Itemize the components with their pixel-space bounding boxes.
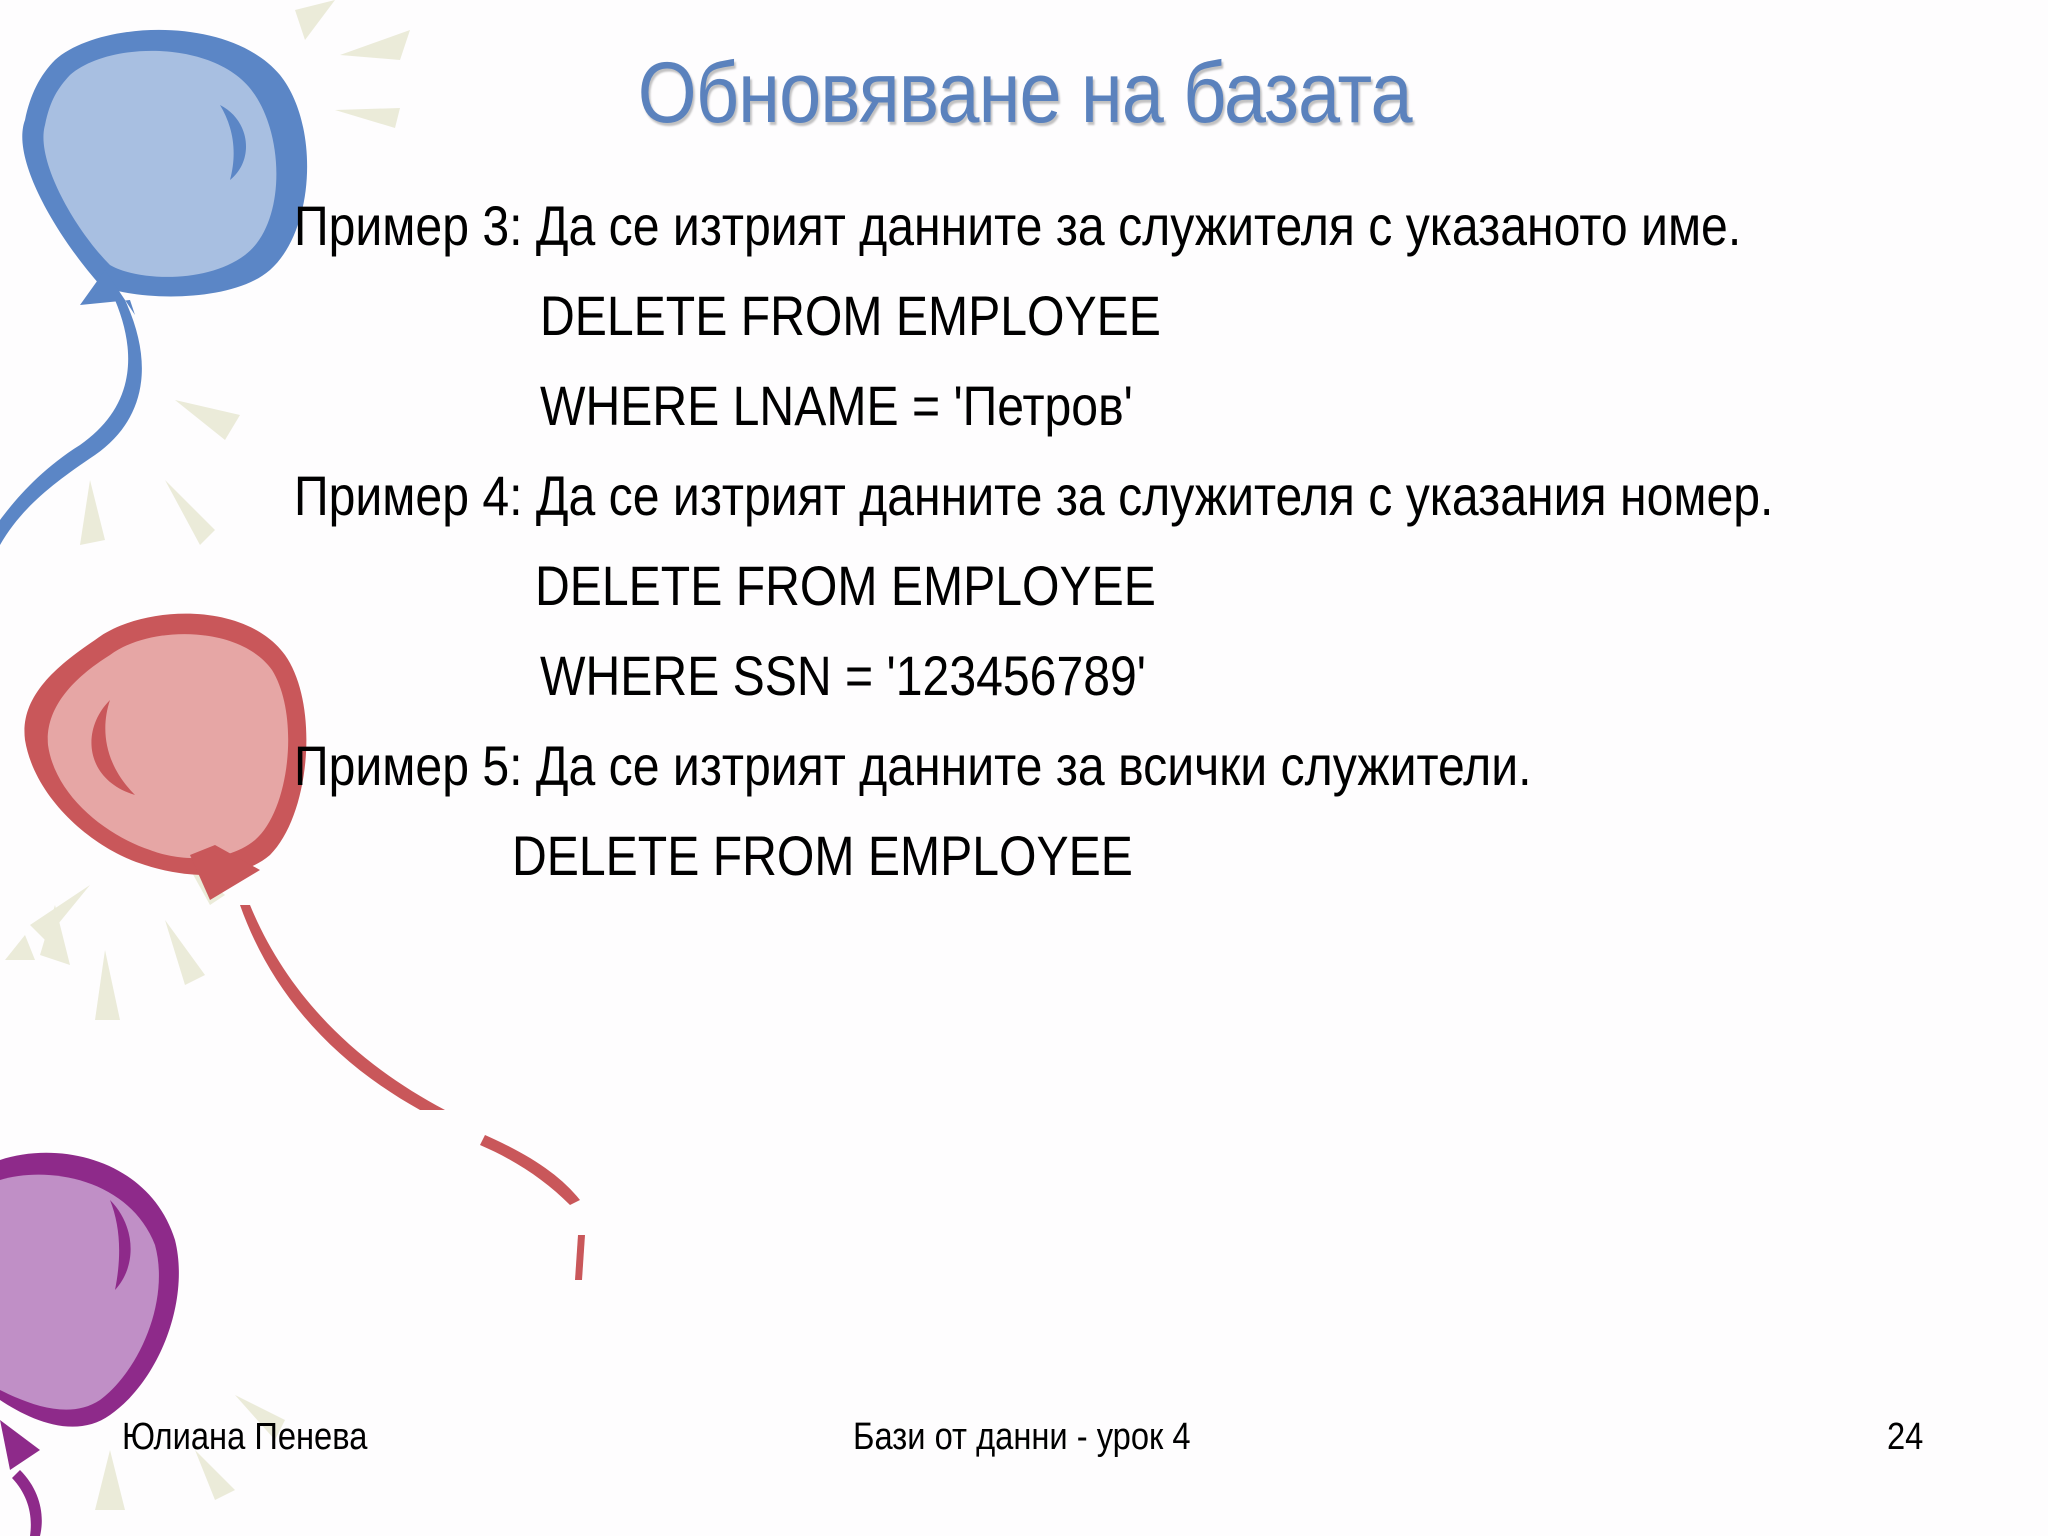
example-4-text: Пример 4: Да се изтрият данните за служителя с указания номер. bbox=[294, 464, 1774, 527]
slide-title: Обновяване на базата bbox=[637, 45, 1412, 141]
example-4-sql-where: WHERE SSN = '123456789' bbox=[540, 644, 1147, 707]
footer-course: Бази от данни - урок 4 bbox=[853, 1416, 1191, 1458]
example-3-text: Пример 3: Да се изтрият данните за служителя с указаното име. bbox=[294, 194, 1742, 257]
example-3-sql-where: WHERE LNAME = 'Петров' bbox=[540, 374, 1133, 437]
example-3-sql-delete: DELETE FROM EMPLOYEE bbox=[540, 284, 1161, 347]
example-5-text: Пример 5: Да се изтрият данните за всички служители. bbox=[294, 734, 1532, 797]
example-5-sql-delete: DELETE FROM EMPLOYEE bbox=[512, 824, 1133, 887]
footer-author: Юлиана Пенева bbox=[122, 1416, 368, 1458]
slide-number: 24 bbox=[1887, 1416, 1924, 1458]
purple-balloon bbox=[0, 1153, 179, 1536]
example-4-sql-delete: DELETE FROM EMPLOYEE bbox=[535, 554, 1156, 617]
